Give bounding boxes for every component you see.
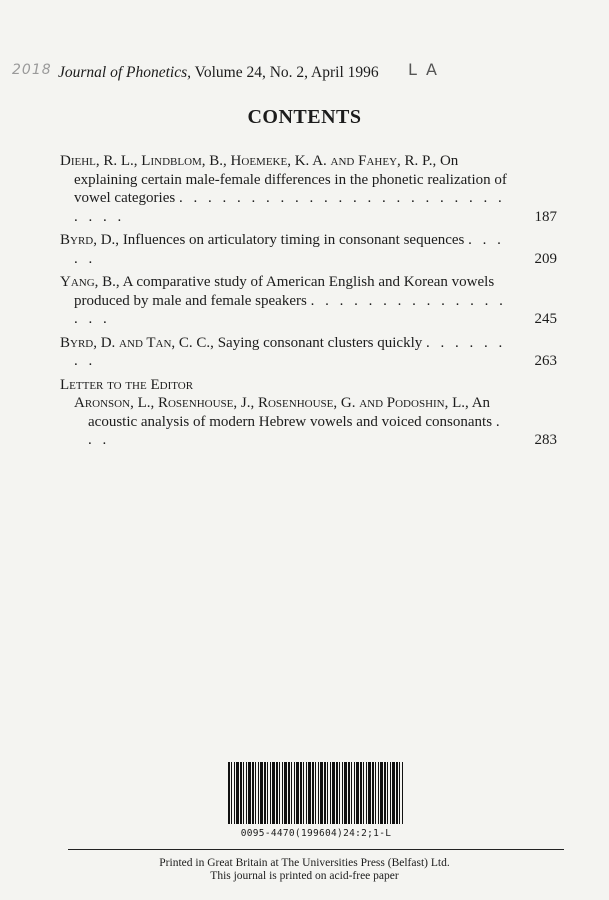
- page-title: CONTENTS: [247, 106, 362, 128]
- handwritten-annotation-left: 2018: [12, 62, 52, 78]
- printer-footer: [0, 857, 609, 883]
- entry-title: On explaining certain male-female differences in the phonetic realization of vowel categories: [74, 153, 507, 206]
- entry-authors: Yang, B.,: [60, 274, 120, 290]
- toc-entry[interactable]: [60, 394, 557, 450]
- dot-leaders: . . . . . . . .: [74, 334, 506, 369]
- journal-header: [58, 64, 379, 82]
- barcode-block: [228, 762, 404, 839]
- entry-title: A comparative study of American English and Korean vowels produced by male and female speakers: [74, 274, 495, 309]
- barcode-icon: [228, 762, 404, 824]
- entry-title: Influences on articulatory timing in consonant sequences: [122, 232, 465, 248]
- dot-leaders: . . . . . . . . . . . . . . . . .: [74, 292, 507, 327]
- footer-divider: [68, 849, 564, 850]
- footer-line-paper: This journal is printed on acid-free paper: [210, 870, 399, 882]
- toc-entry[interactable]: [60, 231, 557, 268]
- entry-page-number: 283: [534, 432, 557, 448]
- entry-page-number: 245: [534, 311, 557, 327]
- toc-entry[interactable]: [60, 152, 557, 226]
- entry-title: Saying consonant clusters quickly: [217, 334, 423, 351]
- handwritten-annotation-right: L A: [408, 60, 439, 79]
- footer-line-printer: Printed in Great Britain at The Universities Press (Belfast) Ltd.: [159, 857, 450, 869]
- journal-title: Journal of Phonetics,: [58, 64, 192, 81]
- entry-page-number: 187: [534, 208, 557, 225]
- toc-entry[interactable]: [60, 334, 557, 371]
- toc-entry[interactable]: [60, 273, 557, 329]
- entry-authors: Byrd, D. and Tan, C. C.,: [60, 334, 214, 351]
- table-of-contents: [60, 152, 557, 450]
- entry-authors: Diehl, R. L., Lindblom, B., Hoemeke, K. A. and Fahey, R. P.,: [60, 153, 437, 169]
- entry-title: An acoustic analysis of modern Hebrew vowels and voiced consonants: [88, 395, 493, 430]
- entry-authors: Byrd, D.,: [60, 232, 120, 248]
- dot-leaders: . . . . . . . . . . . . . . . . . . . . . . . . . . .: [74, 190, 506, 225]
- barcode-number: 0095-4470(199604)24:2;1-L: [240, 828, 392, 839]
- entry-page-number: 209: [534, 250, 557, 267]
- journal-issue: Volume 24, No. 2, April 1996: [194, 64, 379, 81]
- dot-leaders: . . . . .: [74, 232, 505, 267]
- entry-page-number: 263: [534, 353, 557, 369]
- dot-leaders: . . .: [88, 413, 504, 448]
- section-heading-letter-to-editor: Letter to the Editor: [60, 376, 194, 393]
- entry-authors: Aronson, L., Rosenhouse, J., Rosenhouse, G. and Podoshin, L.,: [74, 395, 469, 411]
